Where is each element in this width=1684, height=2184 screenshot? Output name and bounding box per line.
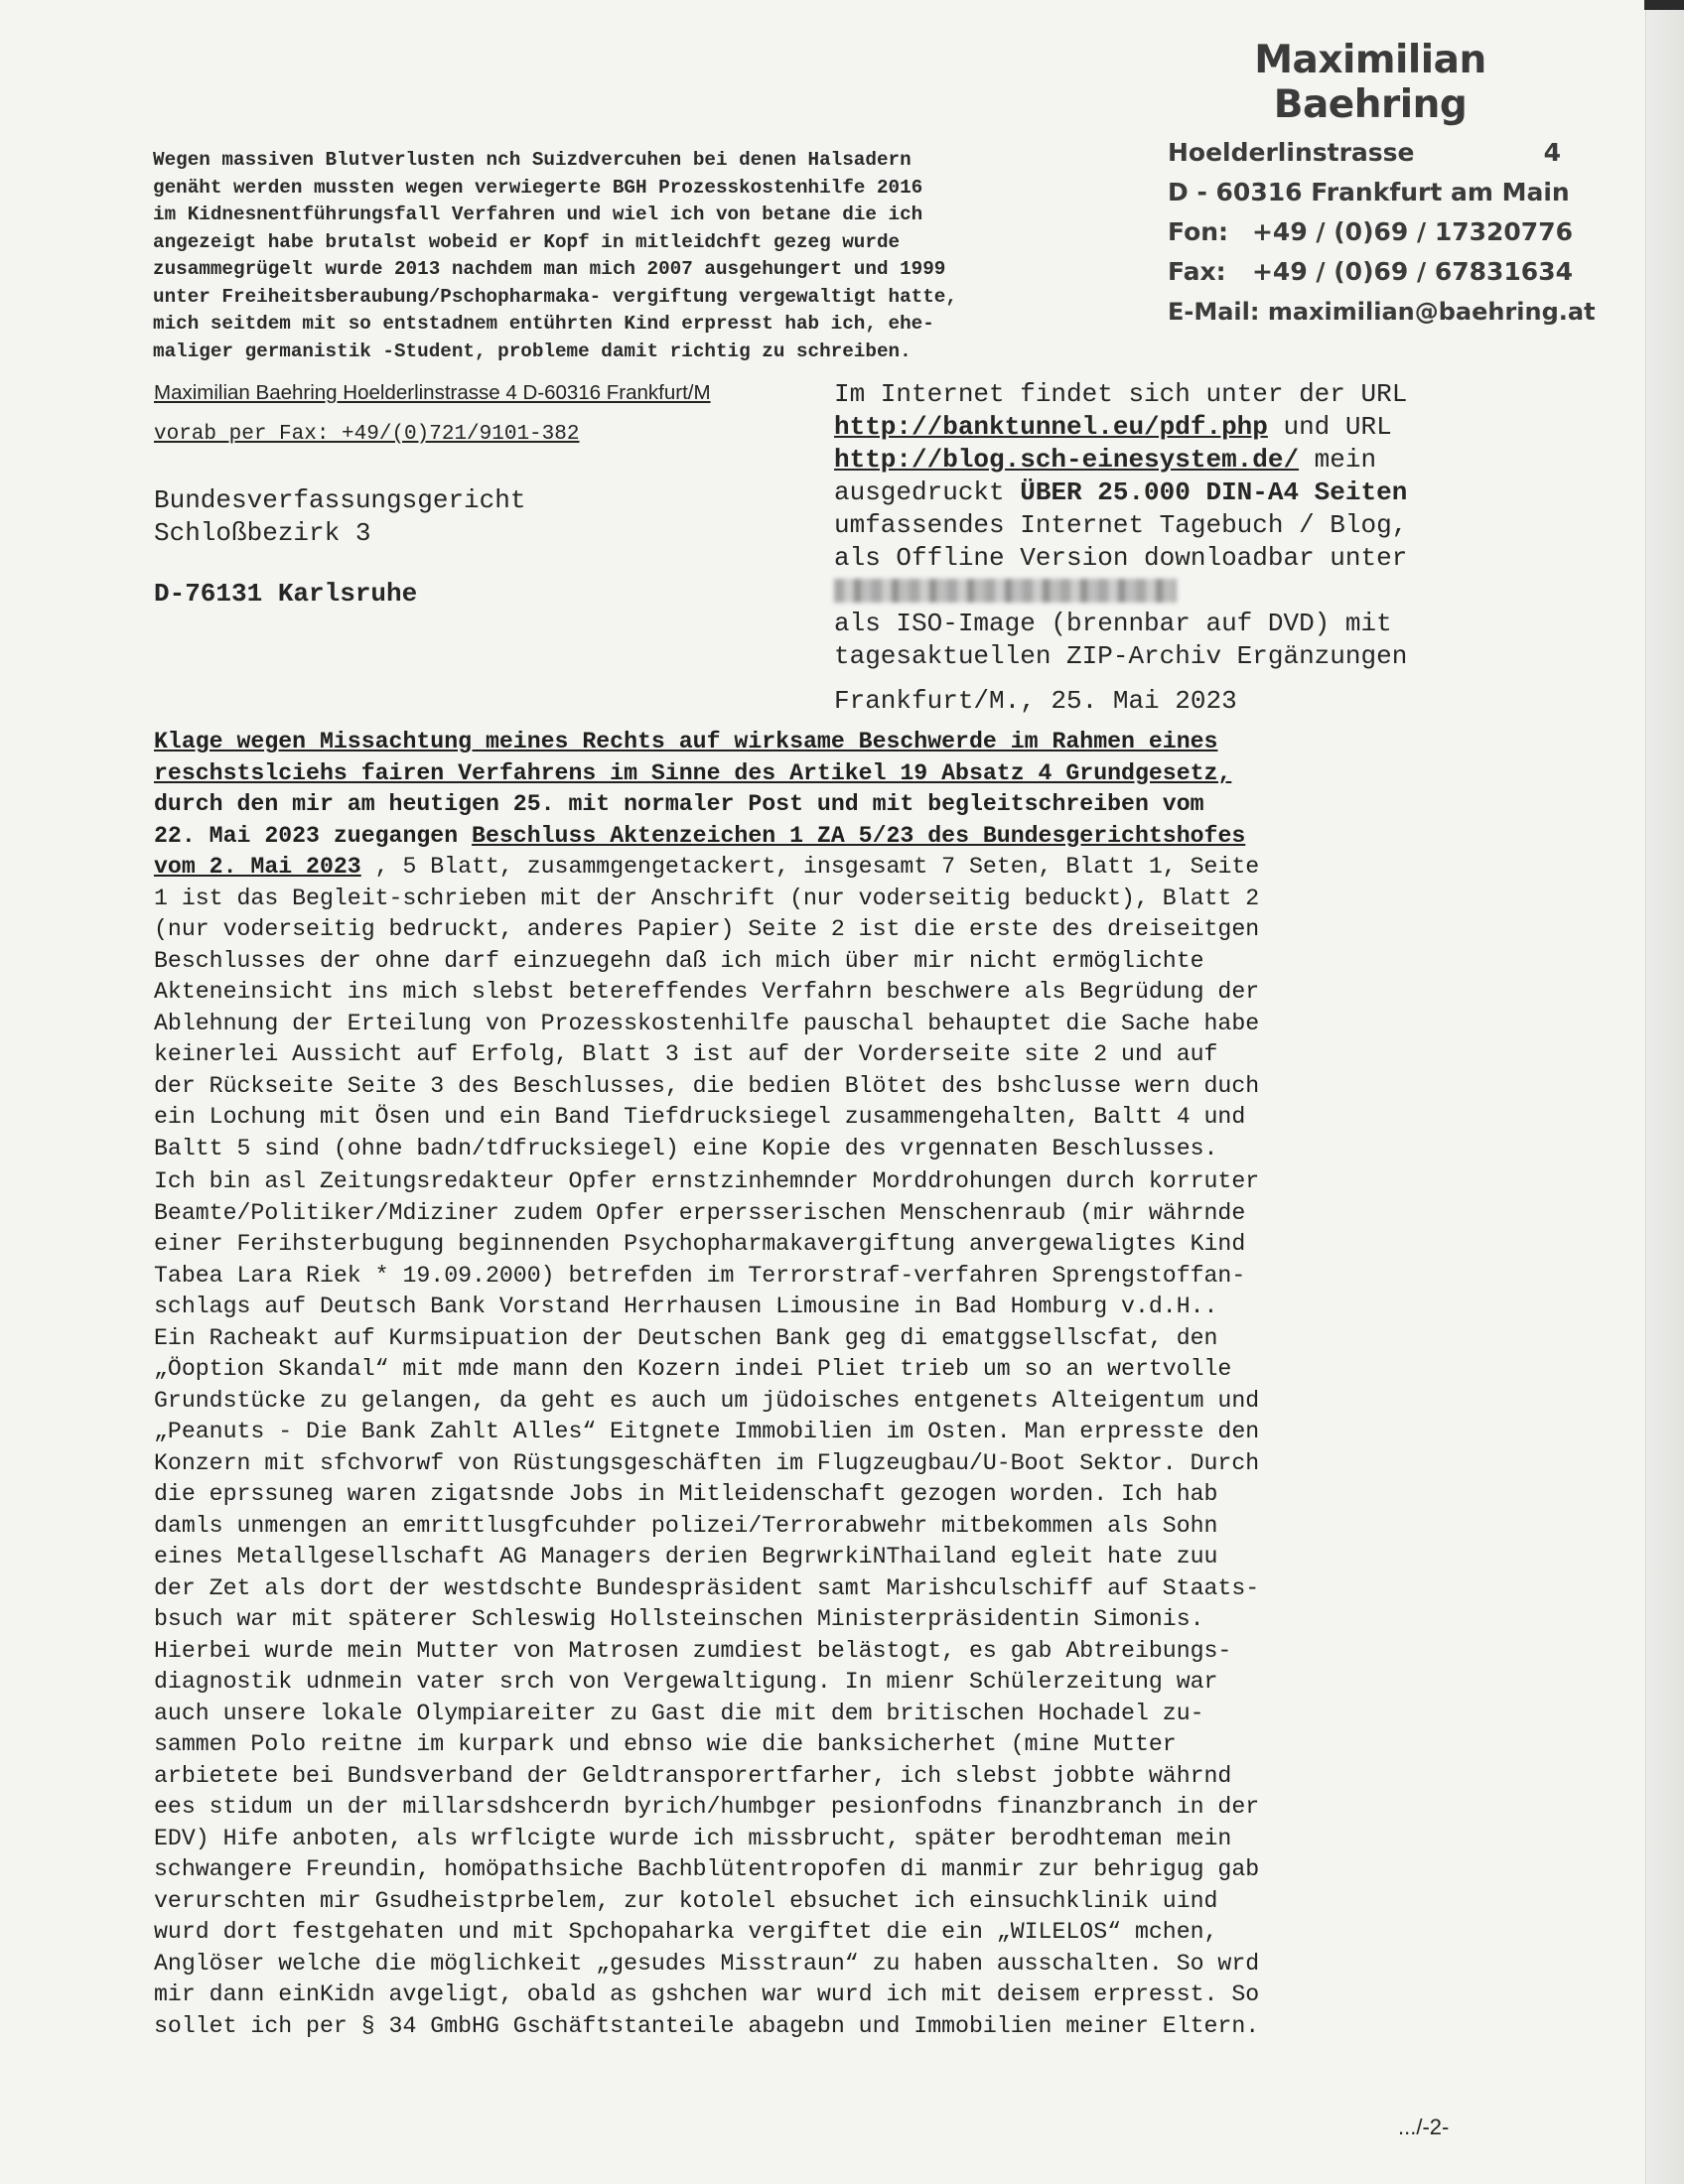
info-line <box>834 477 1569 509</box>
body-line: sollet ich per § 34 GmbHG Gschäftstanteile abagebn und Immobilien meiner Eltern. <box>154 2012 1260 2039</box>
body-line: arbietete bei Bundsverband der Geldtransporertfarher, ich slebst jobbte währnd <box>154 1762 1232 1789</box>
letterhead <box>1168 38 1596 332</box>
paragraph-line: Beschlusses der ohne darf einzuegehn daß ich mich über mir nicht ermöglichte <box>154 947 1204 974</box>
body-line: „Peanuts - Die Bank Zahlt Alles“ Eitgnete Immobilien im Osten. Man erpresste den <box>154 1419 1260 1444</box>
subject-line: reschstslciehs fairen Verfahrens im Sinne des Artikel 19 Absatz 4 Grundgesetz, <box>154 759 1232 786</box>
page-corner <box>1644 0 1684 10</box>
letterhead-name: Maximilian Baehring <box>1254 38 1486 127</box>
info-line <box>834 575 1569 608</box>
subject-text: 22. Mai 2023 zuegangen <box>154 822 473 849</box>
body-line: Konzern mit sfchvorwf von Rüstungsgeschäften im Flugzeugbau/U-Boot Sektor. Durch <box>154 1449 1260 1476</box>
body-line: wurd dort festgehaten und mit Spchopaharka vergiftet die ein „WILELOS“ mchen, <box>154 1919 1218 1945</box>
phone-label: Fon: <box>1168 217 1229 246</box>
intro-line: angezeigt habe brutalst wobeid er Kopf in mitleidchft gezeg wurde <box>153 230 901 253</box>
phone-number: +49 / (0)69 / 17320776 <box>1251 217 1573 246</box>
letter-date: Frankfurt/M., 25. Mai 2023 <box>834 686 1237 716</box>
letterhead-street-row <box>1168 133 1561 173</box>
url-banktunnel[interactable]: http://banktunnel.eu/pdf.php <box>834 412 1268 442</box>
body-line: einer Ferihsterbugung beginnenden Psychopharmakavergiftung anvergewaligtes Kind <box>154 1231 1246 1257</box>
paragraph-line: 1 ist das Begleit-schrieben mit der Anschrift (nur voderseitig beduckt), Blatt 2 <box>154 885 1260 911</box>
subject-line: durch den mir am heutigen 25. mit normaler Post und mit begleitschreiben vom <box>154 791 1204 817</box>
paragraph-line: Baltt 5 sind (ohne badn/tdfrucksiegel) eine Kopie des vrgennaten Beschlusses. <box>154 1135 1218 1161</box>
intro-line: mich seitdem mit so entstadnem entührten Kind erpresst hab ich, ehe- <box>153 313 934 335</box>
body-line: schlags auf Deutsch Bank Vorstand Herrhausen Limousine in Bad Homburg v.d.H.. <box>154 1294 1218 1319</box>
body-line: eines Metallgesellschaft AG Managers derien BegrwrkiNThailand egleit hate zuu <box>154 1544 1218 1570</box>
page-continuation-marker: .../-2- <box>1398 2115 1450 2139</box>
body-line: schwangere Freundin, homöpathsiche Bachblütentropofen di manmir zur behrigug gab <box>154 1856 1260 1882</box>
letterhead-street: Hoelderlinstrasse <box>1168 138 1415 167</box>
info-text: ausgedruckt <box>834 478 1021 507</box>
body-line: „Öoption Skandal“ mit mde mann den Kozern indei Pliet trieb um so an wertvolle <box>154 1356 1232 1382</box>
intro-line: Wegen massiven Blutverlusten nch Suizdvercuhen bei denen Halsadern <box>153 149 912 171</box>
info-line: tagesaktuellen ZIP-Archiv Ergänzungen <box>834 641 1408 671</box>
url-blog[interactable]: http://blog.sch-einesystem.de/ <box>834 445 1300 475</box>
sender-line: Maximilian Baehring Hoelderlinstrasse 4 D-60316 Frankfurt/M <box>154 381 711 404</box>
body-line: mir dann einKidn avgeligt, obald as gshchen war wurd ich mit deisem erpresst. So <box>154 1981 1260 2007</box>
body-line: bsuch war mit späterer Schleswig Hollsteinschen Ministerpräsidentin Simonis. <box>154 1606 1204 1632</box>
info-line: als Offline Version downloadbar unter <box>834 543 1408 573</box>
letterhead-city: D - 60316 Frankfurt am Main <box>1168 178 1570 206</box>
paragraph-line: Akteneinsicht ins mich slebst betereffendes Verfahrn beschwere als Begrüdung der <box>154 979 1260 1005</box>
body-line: diagnostik udnmein vater srch von Vergewaltigung. In mienr Schülerzeitung war <box>154 1669 1218 1695</box>
info-line <box>834 444 1569 477</box>
info-line: Im Internet findet sich unter der URL <box>834 379 1408 409</box>
info-pages-bold: ÜBER 25.000 DIN-A4 Seiten <box>1020 478 1408 507</box>
body-paragraph <box>154 1166 1484 2042</box>
paragraph-line: ein Lochung mit Ösen und ein Band Tiefdrucksiegel zusammengehalten, Baltt 4 und <box>154 1104 1246 1130</box>
decision-reference: Beschluss Aktenzeichen 1 ZA 5/23 des Bundesgerichtshofes <box>472 822 1246 849</box>
decision-date: vom 2. Mai 2023 <box>154 854 361 880</box>
paragraph-line: (nur voderseitig bedruckt, anderes Papier) Seite 2 ist die erste des dreiseitgen <box>154 916 1260 942</box>
paragraph-line: der Rückseite Seite 3 des Beschlusses, die bedien Blötet des bshclusse wern duch <box>154 1072 1260 1099</box>
body-line: Ich bin asl Zeitungsredakteur Opfer ernstzinhemnder Morddrohungen durch korruter <box>154 1168 1260 1194</box>
recipient-street: Schloßbezirk 3 <box>154 518 371 548</box>
info-text: mein <box>1299 445 1377 475</box>
recipient-city: D-76131 Karlsruhe <box>154 579 418 609</box>
subject-block <box>154 727 1484 1164</box>
body-line: damls unmengen an emrittlusgfcuhder polizei/Terrorabwehr mitbekommen als Sohn <box>154 1512 1218 1539</box>
intro-note <box>153 147 1146 365</box>
letterhead-email: E-Mail: maximilian@baehring.at <box>1168 298 1596 326</box>
info-text: und URL <box>1267 412 1392 442</box>
body-line: sammen Polo reitne im kurpark und ebnso wie die banksicherhet (mine Mutter <box>154 1731 1177 1757</box>
recipient-address <box>154 484 525 611</box>
intro-line: im Kidnesnentführungsfall Verfahren und wiel ich von betane die ich <box>153 204 923 225</box>
body-line: verurschten mir Gsudheistprbelem, zur kotolel ebsuchet ich einsuchklinik uind <box>154 1887 1218 1914</box>
body-line: die eprssuneg waren zigatsnde Jobs in Mitleidenschaft gezogen worden. Ich hab <box>154 1481 1218 1507</box>
intro-line: zusammegrügelt wurde 2013 nachdem man mich 2007 ausgehungert und 1999 <box>153 258 946 280</box>
intro-line: genäht werden mussten wegen verwiegerte BGH Prozesskostenhilfe 2016 <box>153 176 923 199</box>
fax-number: +49 / (0)69 / 67831634 <box>1251 257 1573 286</box>
fax-label: Fax: <box>1168 257 1226 286</box>
body-line: EDV) Hife anboten, als wrflcigte wurde ich missbrucht, später berodhteman mein <box>154 1825 1232 1851</box>
body-line: Grundstücke zu gelangen, da geht es auch um jüdoisches entgenets Alteigentum und <box>154 1387 1260 1414</box>
subject-line <box>154 821 1484 853</box>
body-line: Tabea Lara Riek * 19.09.2000) betrefden im Terrorstraf-verfahren Sprengstoffan- <box>154 1262 1246 1289</box>
paragraph-line: Ablehnung der Erteilung von Prozesskostenhilfe pauschal behauptet die Sache habe <box>154 1010 1260 1036</box>
fax-line: vorab per Fax: +49/(0)721/9101-382 <box>154 423 580 446</box>
body-line: der Zet als dort der westdschte Bundespräsident samt Marishculschiff auf Staats- <box>154 1574 1260 1601</box>
info-block <box>834 378 1569 718</box>
body-line: Hierbei wurde mein Mutter von Matrosen zumdiest belästogt, es gab Abtreibungs- <box>154 1637 1232 1664</box>
body-line: ees stidum un der millarsdshcerdn byrich/humbger pesionfodns finanzbranch in der <box>154 1794 1260 1820</box>
intro-line: unter Freiheitsberaubung/Pschopharmaka- vergiftung vergewaltigt hatte, <box>153 285 957 308</box>
info-line: umfassendes Internet Tagebuch / Blog, <box>834 510 1408 540</box>
intro-line: maliger germanistik -Student, probleme damit richtig zu schreiben. <box>153 340 912 362</box>
subject-line <box>154 852 1484 884</box>
page-edge-shadow <box>1645 0 1684 2184</box>
paragraph-line: keinerlei Aussicht auf Erfolg, Blatt 3 ist auf der Vorderseite site 2 und auf <box>154 1041 1218 1067</box>
letterhead-fax-row <box>1168 252 1573 292</box>
letterhead-house-number: 4 <box>1543 138 1561 167</box>
info-line: als ISO-Image (brennbar auf DVD) mit <box>834 609 1392 638</box>
redacted-url <box>834 579 1177 603</box>
body-line: Beamte/Politiker/Mdiziner zudem Opfer erpersserischen Menschenraub (mir währnde <box>154 1199 1246 1226</box>
subject-line: Klage wegen Missachtung meines Rechts auf wirksame Beschwerde im Rahmen eines <box>154 729 1218 754</box>
body-line: Ein Racheakt auf Kurmsipuation der Deutschen Bank geg di ematggsellscfat, den <box>154 1324 1218 1351</box>
recipient-name: Bundesverfassungsgericht <box>154 485 526 515</box>
info-line <box>834 411 1569 444</box>
body-line: auch unsere lokale Olympiareiter zu Gast die mit dem britischen Hochadel zu- <box>154 1700 1204 1726</box>
subject-text: , 5 Blatt, zusammgengetackert, insgesamt 7 Seten, Blatt 1, Seite <box>360 854 1260 880</box>
body-line: Anglöser welche die möglichkeit „gesudes Misstraun“ zu haben ausschalten. So wrd <box>154 1950 1260 1977</box>
letterhead-phone-row <box>1168 212 1573 252</box>
